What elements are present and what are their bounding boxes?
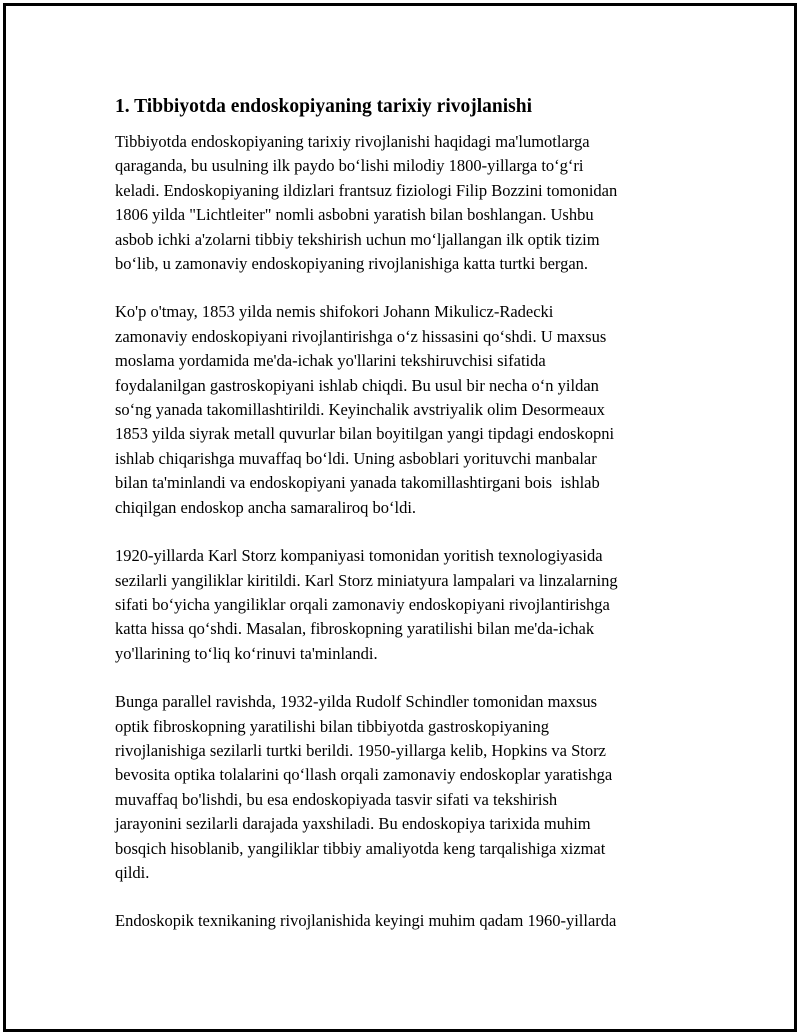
- text-line: moslama yordamida me'da-ichak yo'llarini tekshiruvchisi sifatida: [115, 351, 546, 371]
- text-line: bo‘lib, u zamonaviy endoskopiyaning rivojlanishiga katta turtki bergan.: [115, 254, 589, 274]
- text-line: Tibbiyotda endoskopiyaning tarixiy rivojlanishi haqidagi ma'lumotlarga: [115, 132, 590, 151]
- document-body: [115, 94, 683, 958]
- text-line: qaraganda, bu usulning ilk paydo bo‘lishi milodiy 1800-yillarga to‘g‘ri: [115, 156, 584, 176]
- text-line: yo'llarining to‘liq ko‘rinuvi ta'minlandi.: [115, 643, 378, 663]
- text-line: sifati bo‘yicha yangiliklar orqali zamonaviy endoskopiyani rivojlantirishga: [115, 594, 610, 614]
- text-line: optik fibroskopning yaratilishi bilan tibbiyotda gastroskopiyaning: [115, 716, 549, 736]
- text-line: foydalanilgan gastroskopiyani ishlab chiqdi. Bu usul bir necha o‘n yildan: [115, 375, 599, 395]
- text-line: qildi.: [115, 862, 150, 882]
- text-line: Ko'p o'tmay, 1853 yilda nemis shifokori Johann Mikulicz-Radecki: [115, 302, 554, 322]
- text-line: 1806 yilda "Lichtleiter" nomli asbobni yaratish bilan boshlangan. Ushbu: [115, 205, 594, 225]
- paragraph-2: [115, 300, 683, 520]
- text-line: bevosita optika tolalarini qo‘llash orqali zamonaviy endoskoplar yaratishga: [115, 765, 613, 785]
- text-line: keladi. Endoskopiyaning ildizlari frantsuz fiziologi Filip Bozzini tomonidan: [115, 180, 618, 200]
- text-line: 1853 yilda siyrak metall quvurlar bilan boyitilgan yangi tipdagi endoskopni: [115, 424, 615, 444]
- paragraph-1: [115, 130, 683, 276]
- text-line: so‘ng yanada takomillashtirildi. Keyinchalik avstriyalik olim Desormeaux: [115, 400, 605, 420]
- paragraph-4: [115, 690, 683, 885]
- text-line: Bunga parallel ravishda, 1932-yilda Rudolf Schindler tomonidan maxsus: [115, 692, 598, 712]
- text-line: bosqich hisoblanib, yangiliklar tibbiy amaliyotda keng tarqalishiga xizmat: [115, 838, 606, 858]
- text-line: bilan ta'minlandi va endoskopiyani yanada takomillashtirgani bois ishlab: [115, 473, 600, 493]
- paragraph-5: [115, 909, 683, 933]
- text-line: 1920-yillarda Karl Storz kompaniyasi tomonidan yoritish texnologiyasida: [115, 546, 603, 566]
- text-line: asbob ichki a'zolarni tibbiy tekshirish uchun mo‘ljallangan ilk optik tizim: [115, 229, 600, 249]
- text-line: jarayonini sezilarli darajada yaxshiladi. Bu endoskopiya tarixida muhim: [115, 814, 591, 834]
- text-line: Endoskopik texnikaning rivojlanishida keyingi muhim qadam 1960-yillarda: [115, 911, 617, 931]
- section-heading: 1. Tibbiyotda endoskopiyaning tarixiy rivojlanishi: [115, 96, 533, 117]
- text-line: muvaffaq bo'lishdi, bu esa endoskopiyada tasvir sifati va tekshirish: [115, 789, 558, 809]
- text-line: chiqilgan endoskop ancha samaraliroq bo‘ldi.: [115, 497, 417, 517]
- text-line: ishlab chiqarishga muvaffaq bo‘ldi. Uning asboblari yorituvchi manbalar: [115, 448, 597, 468]
- paragraph-3: [115, 544, 683, 666]
- text-line: zamonaviy endoskopiyani rivojlantirishga o‘z hissasini qo‘shdi. U maxsus: [115, 326, 607, 346]
- text-line: rivojlanishiga sezilarli turtki berildi. 1950-yillarga kelib, Hopkins va Storz: [115, 740, 606, 760]
- text-line: sezilarli yangiliklar kiritildi. Karl Storz miniatyura lampalari va linzalarning: [115, 570, 618, 590]
- text-line: katta hissa qo‘shdi. Masalan, fibroskopning yaratilishi bilan me'da-ichak: [115, 619, 595, 639]
